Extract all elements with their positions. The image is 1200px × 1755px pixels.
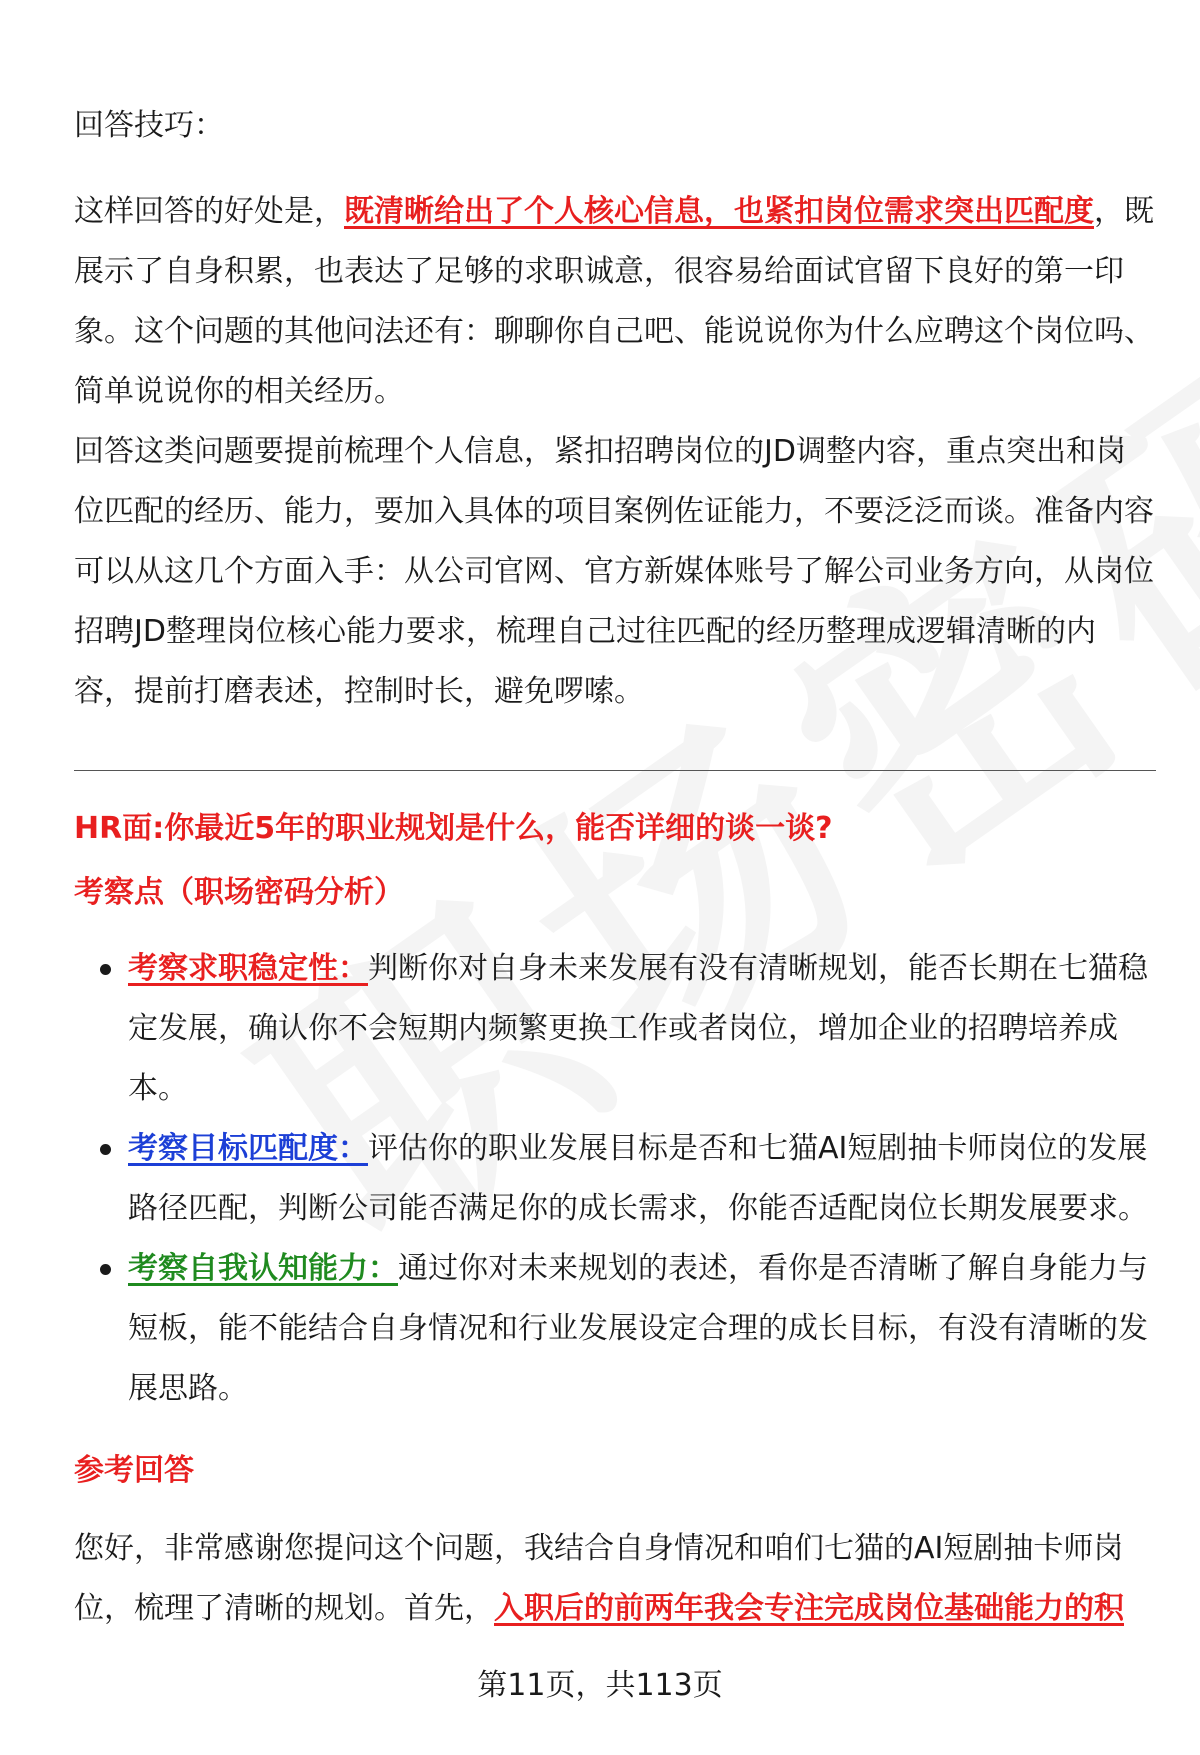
point-text: 通过你对未来规划的表述，看你是否清晰了解自身能力与短板，能不能结合自身情况和行业发展设定合理的成长目标，有没有清晰的发展思路。 <box>128 1251 1148 1406</box>
analysis-points <box>74 939 1154 1419</box>
section-divider <box>74 770 1156 771</box>
intro-text-a: 这样回答的好处是， <box>74 194 344 229</box>
list-item <box>74 1119 1154 1239</box>
bullet-icon <box>100 964 111 975</box>
point-label: 考察自我认知能力： <box>128 1251 398 1286</box>
list-item <box>74 939 1154 1119</box>
reference-answer-title: 参考回答 <box>74 1453 194 1488</box>
intro-paragraph-1 <box>74 182 1154 422</box>
reference-highlight: 入职后的前两年我会专注完成岗位基础能力的积 <box>494 1591 1124 1626</box>
analysis-title: 考察点（职场密码分析） <box>74 875 404 910</box>
bullet-icon <box>100 1264 111 1275</box>
reference-answer-paragraph <box>74 1519 1154 1639</box>
reference-text: 您好，非常感谢您提问这个问题，我结合自身情况和咱们七猫的AI短剧抽卡师岗位，梳理了清晰的规划。首先， <box>74 1531 1124 1626</box>
question-title: HR面:你最近5年的职业规划是什么，能否详细的谈一谈? <box>74 811 833 846</box>
list-item <box>74 1239 1154 1419</box>
point-label: 考察求职稳定性： <box>128 951 368 986</box>
bullet-icon <box>100 1144 111 1155</box>
intro-text-b: ，既展示了自身积累，也表达了足够的求职诚意，很容易给面试官留下良好的第一印象。这个问题的其他问法还有：聊聊你自己吧、能说说你为什么应聘这个岗位吗、简单说说你的相关经历。 <box>74 194 1154 409</box>
page-number: 第11页，共113页 <box>477 1668 723 1703</box>
page-content <box>74 96 1154 1639</box>
intro-highlight: 既清晰给出了个人核心信息，也紧扣岗位需求突出匹配度 <box>344 194 1094 229</box>
answer-tips-label: 回答技巧： <box>74 108 224 143</box>
point-text: 判断你对自身未来发展有没有清晰规划，能否长期在七猫稳定发展，确认你不会短期内频繁更换工作或者岗位，增加企业的招聘培养成本。 <box>128 951 1148 1106</box>
intro-paragraph-2: 回答这类问题要提前梳理个人信息，紧扣招聘岗位的JD调整内容，重点突出和岗位匹配的经历、能力，要加入具体的项目案例佐证能力，不要泛泛而谈。准备内容可以从这几个方面入手：从公司官网、官方新媒体账号了解公司业务方向，从岗位招聘JD整理岗位核心能力要求，梳理自己过往匹配的经历整理成逻辑清晰的内容，提前打磨表述，控制时长，避免啰嗦。 <box>74 434 1154 709</box>
point-text: 评估你的职业发展目标是否和七猫AI短剧抽卡师岗位的发展路径匹配，判断公司能否满足你的成长需求，你能否适配岗位长期发展要求。 <box>128 1131 1148 1226</box>
point-label: 考察目标匹配度： <box>128 1131 368 1166</box>
